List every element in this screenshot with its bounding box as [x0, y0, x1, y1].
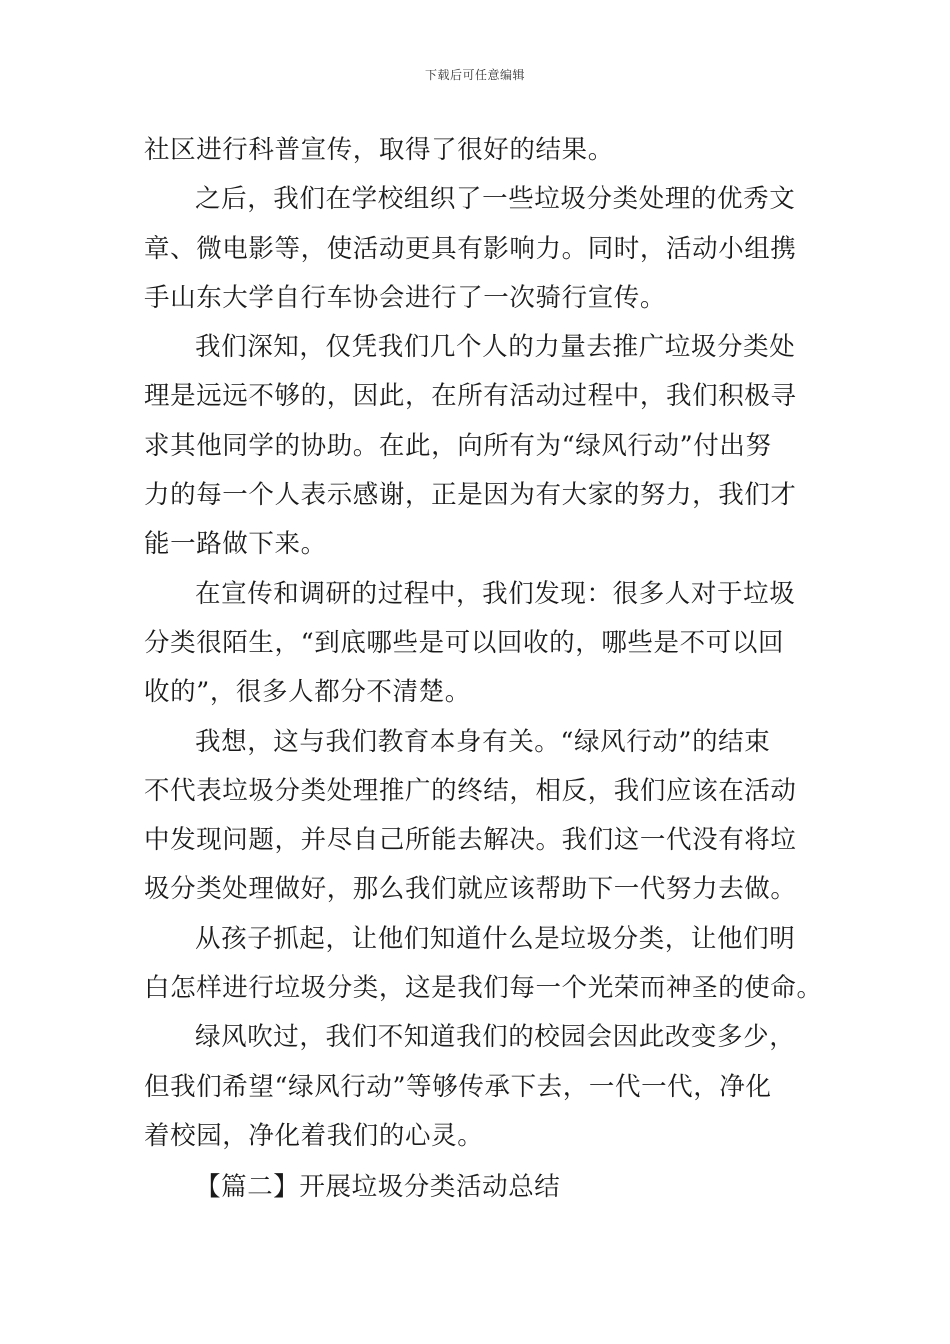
- text-line: 着校园，净化着我们的心灵。: [144, 1120, 484, 1151]
- text-line: 章、微电影等，使活动更具有影响力。同时，活动小组携: [144, 233, 797, 264]
- text-line: 不代表垃圾分类处理推广的终结，相反，我们应该在活动: [144, 775, 797, 806]
- text-line: 但我们希望“绿风行动”等够传承下去，一代一代，净化: [144, 1071, 772, 1102]
- text-line: 我们深知，仅凭我们几个人的力量去推广垃圾分类处: [195, 332, 796, 363]
- text-line: 分类很陌生，“到底哪些是可以回收的，哪些是不可以回: [144, 627, 785, 658]
- text-line: 绿风吹过，我们不知道我们的校园会因此改变多少，: [195, 1022, 796, 1053]
- text-line: 从孩子抓起，让他们知道什么是垃圾分类，让他们明: [195, 923, 796, 954]
- text-line: 在宣传和调研的过程中，我们发现：很多人对于垃圾: [195, 578, 796, 609]
- page-header: 下载后可任意编辑: [424, 68, 525, 82]
- section-heading: 【篇二】开展垃圾分类活动总结: [195, 1172, 561, 1203]
- text-line: 手山东大学自行车协会进行了一次骑行宣传。: [144, 282, 667, 313]
- text-line: 之后，我们在学校组织了一些垃圾分类处理的优秀文: [195, 184, 796, 215]
- text-line: 圾分类处理做好，那么我们就应该帮助下一代努力去做。: [144, 874, 797, 905]
- text-line: 社区进行科普宣传，取得了很好的结果。: [144, 135, 614, 165]
- text-line: 我想，这与我们教育本身有关。“绿风行动”的结束: [195, 726, 771, 757]
- text-line: 力的每一个人表示感谢，正是因为有大家的努力，我们才: [144, 480, 797, 511]
- text-line: 求其他同学的协助。在此，向所有为“绿风行动”付出努: [144, 430, 772, 461]
- text-line: 理是远远不够的，因此，在所有活动过程中，我们积极寻: [144, 381, 797, 412]
- text-line: 中发现问题，并尽自己所能去解决。我们这一代没有将垃: [144, 825, 797, 856]
- text-line: 白怎样进行垃圾分类，这是我们每一个光荣而神圣的使命。: [144, 973, 823, 1004]
- document-body: [144, 126, 823, 1213]
- text-line: 能一路做下来。: [144, 529, 327, 560]
- text-line: 收的”，很多人都分不清楚。: [144, 677, 471, 708]
